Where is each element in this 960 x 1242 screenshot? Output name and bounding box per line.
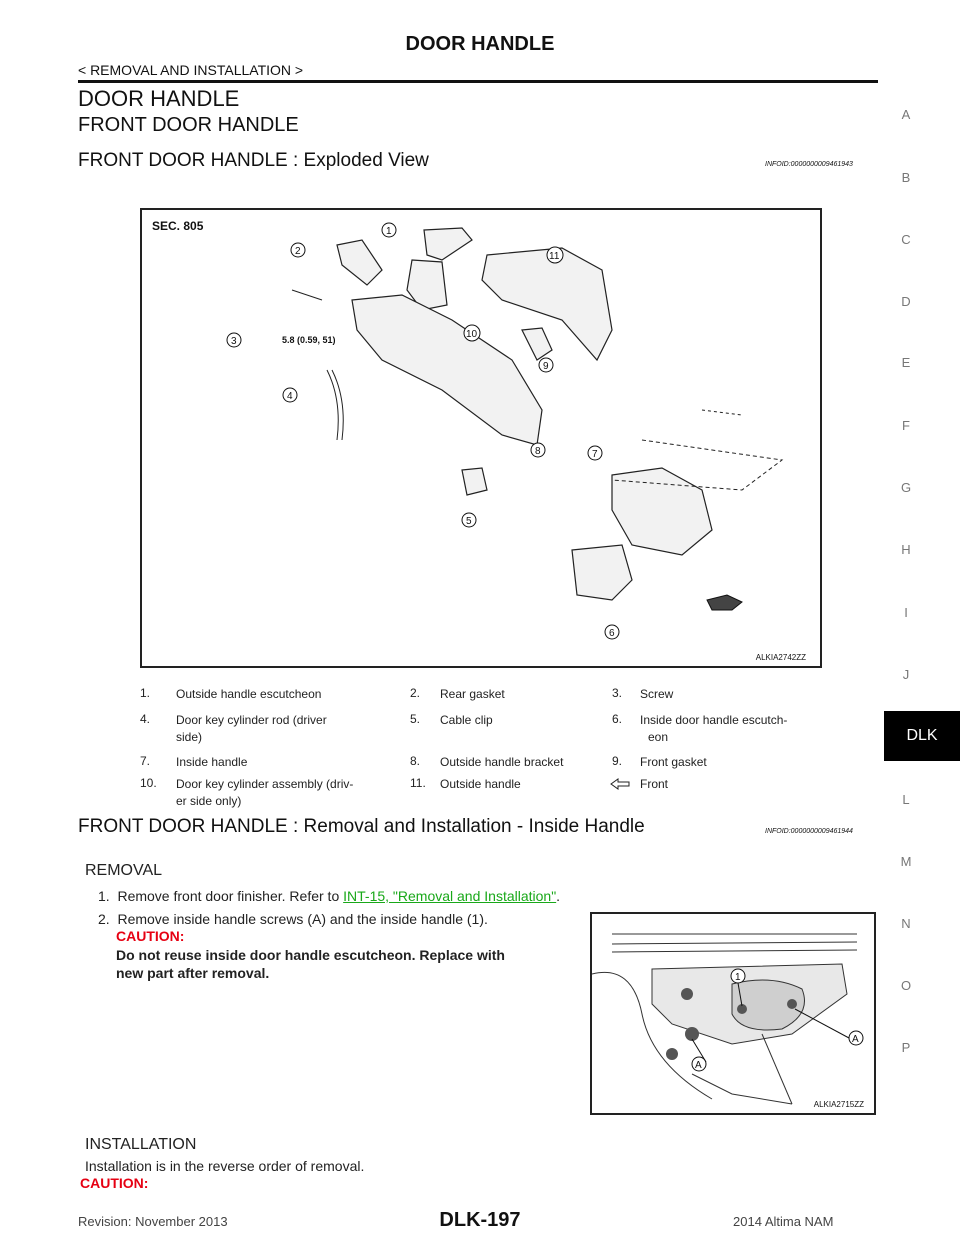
exploded-view-figure	[140, 208, 822, 668]
legend-num: 4.	[140, 712, 151, 726]
index-letter-f[interactable]: F	[902, 418, 910, 433]
index-letter-j[interactable]: J	[902, 667, 910, 682]
index-letter-m[interactable]: M	[900, 854, 912, 869]
installation-title: INSTALLATION	[85, 1136, 197, 1153]
exploded-view-heading: FRONT DOOR HANDLE : Exploded View	[78, 150, 429, 171]
legend-text: eon	[648, 730, 669, 744]
callout-4: 4	[287, 391, 293, 402]
step-1	[98, 888, 560, 904]
index-letter-h[interactable]: H	[901, 542, 911, 557]
legend-text: Door key cylinder rod (driver	[176, 713, 327, 727]
callout-1: 1	[735, 972, 741, 983]
callout-8: 8	[535, 446, 541, 457]
legend-num: 7.	[140, 754, 151, 768]
legend-num: 3.	[612, 686, 623, 700]
caution-text-line2: new part after removal.	[116, 965, 270, 981]
callout-10: 10	[466, 329, 478, 340]
legend-num: 6.	[612, 712, 623, 726]
index-letter-l[interactable]: L	[902, 792, 910, 807]
index-letter-o[interactable]: O	[900, 978, 912, 993]
legend-text: Inside handle	[176, 755, 248, 769]
subsection-title: FRONT DOOR HANDLE	[78, 114, 299, 136]
inside-handle-figure	[590, 912, 876, 1115]
index-letter-b[interactable]: B	[901, 170, 911, 185]
legend-text: Outside handle bracket	[440, 755, 564, 769]
removal-infoid: INFOID:0000000009461944	[765, 828, 853, 835]
callout-5: 5	[466, 516, 472, 527]
callout-11: 11	[549, 251, 560, 262]
step-2: 2. Remove inside handle screws (A) and the inside handle (1).	[98, 911, 488, 927]
legend-text: Rear gasket	[440, 687, 505, 701]
callout-6: 6	[609, 628, 615, 639]
step-1-suffix: .	[556, 888, 561, 904]
sec-label: SEC. 805	[152, 219, 204, 233]
index-letter-n[interactable]: N	[901, 916, 911, 931]
legend-num: 1.	[140, 686, 151, 700]
exploded-view-illustration	[142, 210, 820, 666]
index-letter-c[interactable]: C	[901, 232, 911, 247]
removal-title: REMOVAL	[85, 862, 163, 879]
callout-1: 1	[386, 226, 392, 237]
legend-row	[140, 754, 880, 776]
callout-2: 2	[295, 246, 301, 257]
section-title: DOOR HANDLE	[78, 86, 240, 111]
int-15-link[interactable]: INT-15, "Removal and Installation"	[343, 888, 557, 904]
footer-page-number: DLK-197	[439, 1209, 521, 1231]
installation-text: Installation is in the reverse order of removal.	[85, 1158, 365, 1174]
index-letter-i[interactable]: I	[904, 605, 908, 620]
header-divider	[78, 80, 878, 83]
figure-id: ALKIA2742ZZ	[755, 653, 806, 662]
callout-a: A	[852, 1034, 859, 1045]
legend-text: er side only)	[176, 794, 242, 808]
figure-id: ALKIA2715ZZ	[813, 1100, 864, 1109]
index-letter-d[interactable]: D	[901, 294, 911, 309]
index-letter-a[interactable]: A	[901, 107, 911, 122]
legend-row	[140, 686, 880, 712]
caution-text-line1: Do not reuse inside door handle escutcheon. Replace with	[116, 947, 505, 963]
footer-model: 2014 Altima NAM	[733, 1214, 834, 1229]
page-header-subtitle: < REMOVAL AND INSTALLATION >	[78, 62, 304, 78]
legend-row	[140, 776, 880, 816]
index-tab-dlk[interactable]: DLK	[884, 711, 960, 761]
page-header-title: DOOR HANDLE	[405, 33, 555, 55]
index-letter-p[interactable]: P	[901, 1040, 911, 1055]
legend-num: 5.	[410, 712, 421, 726]
exploded-view-infoid: INFOID:0000000009461943	[765, 161, 853, 168]
caution-label: CAUTION:	[116, 928, 185, 944]
step-1-text: 1. Remove front door finisher. Refer to	[98, 888, 344, 904]
legend-text: Cable clip	[440, 713, 493, 727]
front-arrow-icon	[610, 778, 630, 790]
index-letter-g[interactable]: G	[900, 480, 912, 495]
legend-text: Inside door handle escutch-	[640, 713, 788, 727]
legend-num: 9.	[612, 754, 623, 768]
legend-num: 11.	[410, 776, 426, 790]
callout-7: 7	[592, 449, 598, 460]
legend-text: Outside handle	[440, 777, 521, 791]
legend-num: 10.	[140, 776, 157, 790]
legend-text: side)	[176, 730, 203, 744]
callout-a: A	[695, 1060, 702, 1071]
legend-row	[140, 712, 880, 754]
footer-revision: Revision: November 2013	[78, 1214, 228, 1229]
legend-text: Outside handle escutcheon	[176, 687, 322, 701]
legend-text: Front	[640, 777, 669, 791]
caution-label-2: CAUTION:	[80, 1175, 149, 1191]
torque-value: 5.8 (0.59, 51)	[282, 335, 336, 345]
callout-3: 3	[231, 336, 237, 347]
callout-9: 9	[543, 361, 549, 372]
parts-legend	[140, 686, 880, 816]
inside-handle-illustration	[592, 914, 874, 1113]
legend-num: 2.	[410, 686, 421, 700]
legend-text: Door key cylinder assembly (driv-	[176, 777, 354, 791]
index-letter-e[interactable]: E	[901, 355, 911, 370]
legend-text: Front gasket	[640, 755, 707, 769]
removal-installation-heading: FRONT DOOR HANDLE : Removal and Installation - Inside Handle	[78, 816, 645, 837]
legend-num: 8.	[410, 754, 421, 768]
legend-text: Screw	[640, 687, 674, 701]
